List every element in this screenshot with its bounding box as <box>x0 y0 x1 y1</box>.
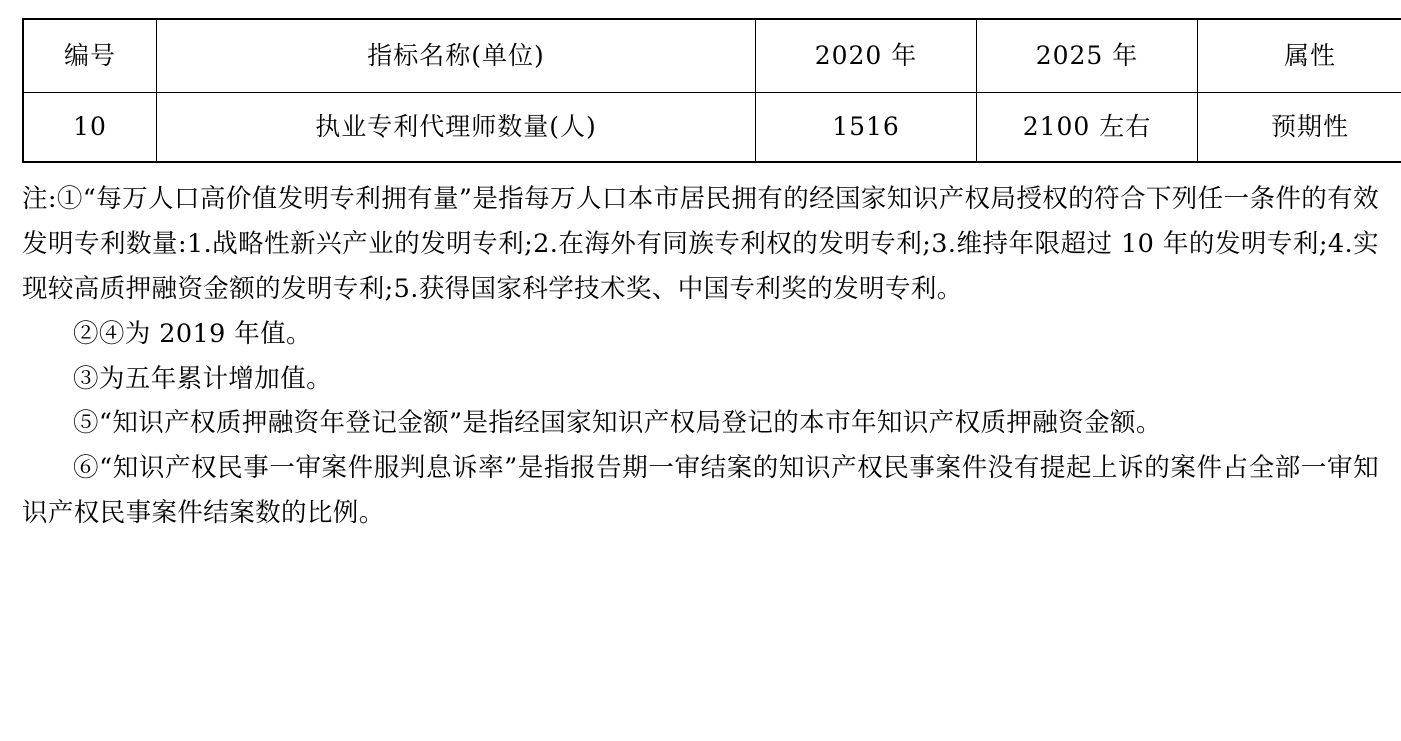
table-row <box>23 93 1401 163</box>
column-header-year-2020: 2020 年 <box>756 19 977 93</box>
note-item: ⑤“知识产权质押融资年登记金额”是指经国家知识产权局登记的本市年知识产权质押融资金额。 <box>73 408 1162 439</box>
cell-year-2020: 1516 <box>756 93 977 163</box>
cell-number: 10 <box>23 93 157 163</box>
column-header-number: 编号 <box>23 19 157 93</box>
table-header <box>23 19 1401 93</box>
column-header-indicator-name: 指标名称(单位) <box>157 19 756 93</box>
column-header-year-2025: 2025 年 <box>977 19 1198 93</box>
note-item: ②④为 2019 年值。 <box>73 318 312 349</box>
table-header-row <box>23 19 1401 93</box>
indicator-table <box>22 18 1401 163</box>
table-body <box>23 93 1401 163</box>
note-item: 注:①“每万人口高价值发明专利拥有量”是指每万人口本市居民拥有的经国家知识产权局授权的符合下列任一条件的有效发明专利数量:1.战略性新兴产业的发明专利;2.在海外有同族专利权的发明专利;3.维持年限超过 10 年的发明专利;4.实现较高质押融资金额的发明专利;5.获得国家科学技术奖、中国专利奖的发明专利。 <box>22 184 1379 304</box>
cell-attribute: 预期性 <box>1198 93 1401 163</box>
table-notes <box>22 177 1379 536</box>
note-item: ⑥“知识产权民事一审案件服判息诉率”是指报告期一审结案的知识产权民事案件没有提起上诉的案件占全部一审知识产权民事案件结案数的比例。 <box>22 453 1379 529</box>
cell-year-2025: 2100 左右 <box>977 93 1198 163</box>
column-header-attribute: 属性 <box>1198 19 1401 93</box>
cell-indicator-name: 执业专利代理师数量(人) <box>157 93 756 163</box>
note-item: ③为五年累计增加值。 <box>73 363 333 394</box>
